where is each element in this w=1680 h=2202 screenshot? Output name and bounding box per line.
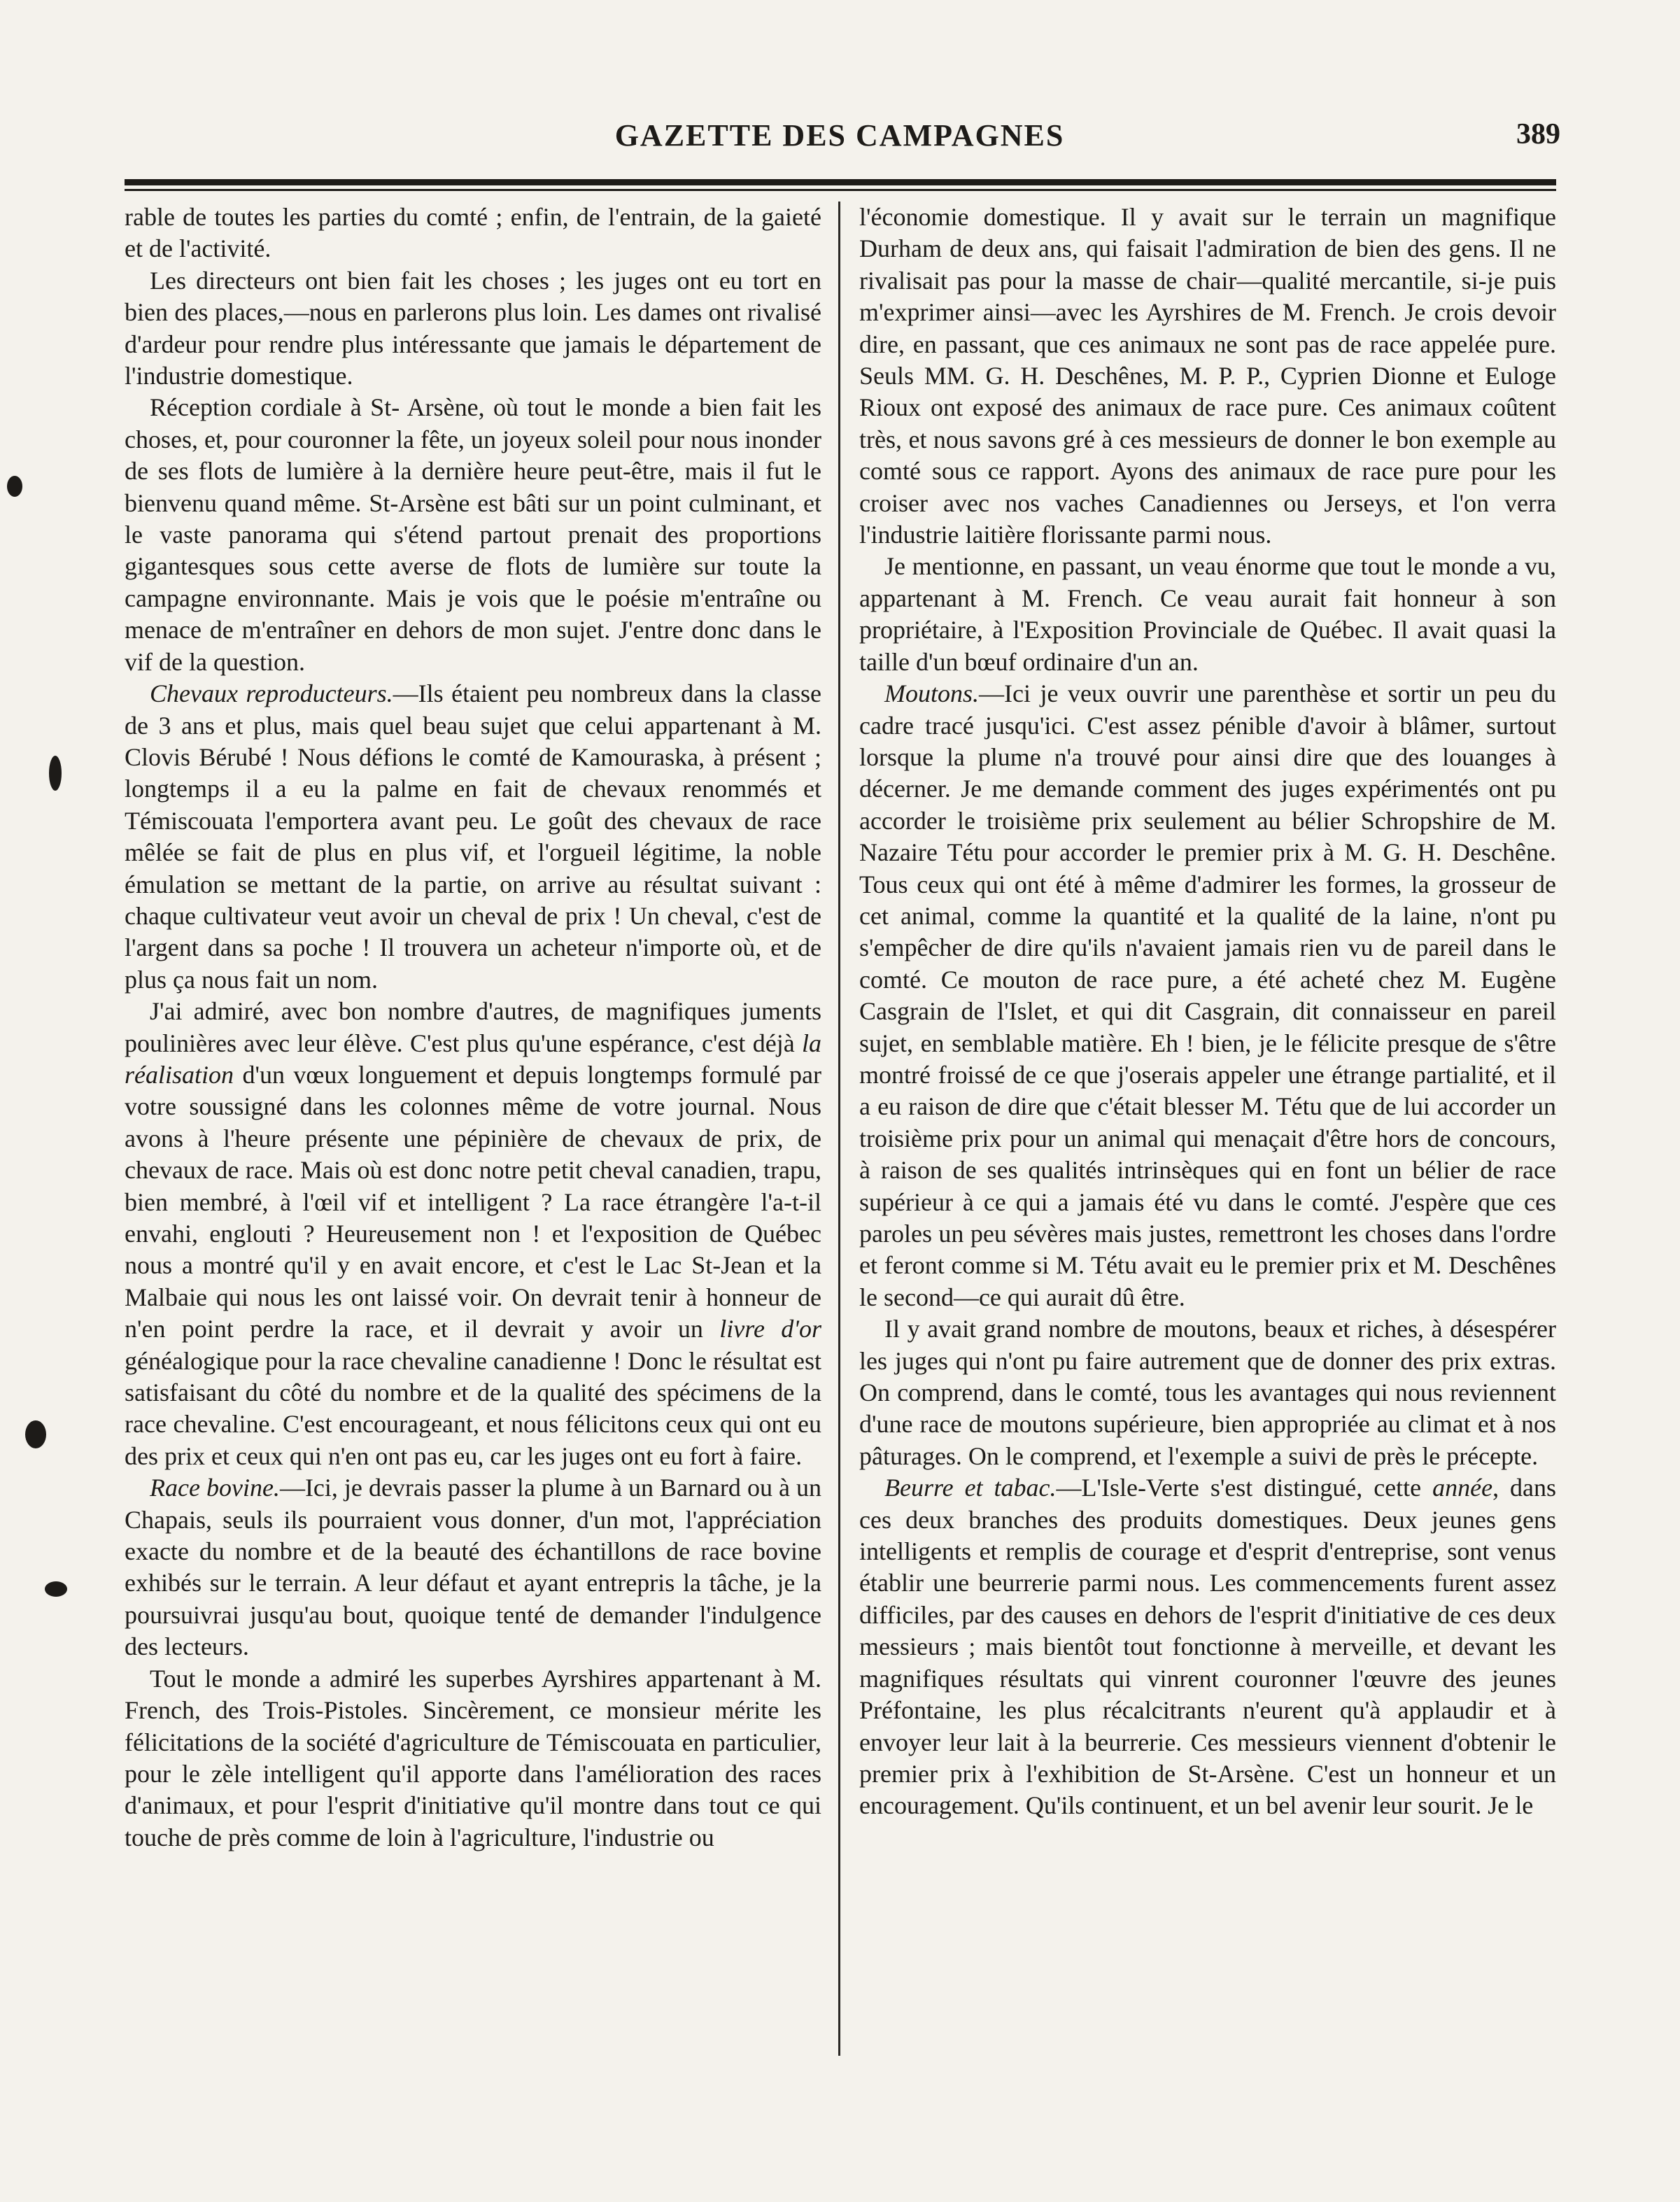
page-header <box>112 105 1567 161</box>
emphasis: la réalisation <box>125 1029 821 1089</box>
page-number: 389 <box>1516 118 1560 150</box>
paragraph-text: Réception cordiale à St- Arsène, où tout le monde a bien fait les choses, et, pour couronner la fête, un joyeux soleil pour nous inonder de ses flots de lumière à la dernière heure peut-être, mais il fut le bienvenu quand même. St-Arsène est bâti sur un point culminant, et le vaste panorama qui s'étend partout prenait des proportions gigantesques sous cette averse de flots de lumière sur toute la campagne environnante. Mais je vois que le poésie m'entraîne ou menace de m'entraîner en dehors de mon sujet. J'entre donc dans le vif de la question. <box>125 393 821 676</box>
emphasis: livre d'or <box>719 1315 821 1343</box>
paragraph-text: d'un vœux longuement et depuis longtemps formulé par votre soussigné dans les colonnes même de votre journal. Nous avons à l'heure présente une pépinière de chevaux de prix, de chevaux de race. Mais où est donc notre petit cheval canadien, trapu, bien membré, à l'œil vif et intelligent ? La race étrangère l'a-t-il envahi, englouti ? Heureusement non ! et l'exposition de Québec nous a montré qu'il y en avait encore, et c'est le Lac St-Jean et la Malbaie qui nous les ont laissé voir. On devrait tenir à honneur de n'en point perdre la race, et il devrait y avoir un <box>125 1060 821 1343</box>
paragraph <box>125 265 821 393</box>
emphasis: année <box>1432 1474 1493 1502</box>
scan-speck <box>45 1581 67 1597</box>
section-lead: Beurre et tabac. <box>884 1474 1057 1502</box>
paragraph-text: l'économie domestique. Il y avait sur le terrain un magnifique Durham de deux ans, qui faisait l'admiration de bien des gens. Il ne rivalisait pas pour la masse de chair—qualité mercantile, si-je puis m'exprimer ainsi—avec les Ayrshires de M. French. Je crois devoir dire, en passant, que ces animaux ne sont pas de race appelée pure. Seuls MM. G. H. Deschênes, M. P. P., Cyprien Dionne et Euloge Rioux ont exposé des animaux de race pure. Ces animaux coûtent très, et nous savons gré à ces messieurs de donner le bon exemple au comté sous ce rapport. Ayons des animaux de race pure pour les croiser avec nos vaches Canadiennes ou Jerseys, et l'on verra l'industrie laitière florissante parmi nous. <box>859 203 1556 549</box>
paragraph <box>125 996 821 1472</box>
scan-speck <box>7 476 22 497</box>
header-rule-thick <box>125 179 1556 185</box>
left-column <box>125 202 821 2070</box>
paragraph-text: —L'Isle-Verte s'est distingué, cette <box>1056 1474 1433 1502</box>
paragraph <box>859 678 1556 1313</box>
paragraph <box>125 392 821 678</box>
scan-speck <box>49 756 62 791</box>
paragraph <box>859 1313 1556 1472</box>
column-divider <box>838 202 840 2056</box>
text-columns <box>125 202 1556 2070</box>
section-lead: Moutons. <box>884 679 979 708</box>
paragraph-text: généalogique pour la race chevaline canadienne ! Donc le résultat est satisfaisant du côté du nombre et de la qualité des spécimens de la race chevaline. C'est encourageant, et nous félicitons ceux qui ont eu des prix et ceux qui n'en ont pas eu, car les juges ont eu fort à faire. <box>125 1346 821 1470</box>
paragraph-text: Je mentionne, en passant, un veau énorme que tout le monde a vu, appartenant à M. French. Ce veau aurait fait honneur à son propriétaire, à l'Exposition Provinciale de Québec. Il avait quasi la taille d'un bœuf ordinaire d'un an. <box>859 552 1556 676</box>
section-lead: Race bovine. <box>150 1474 280 1502</box>
paragraph <box>125 202 821 265</box>
paragraph <box>125 1663 821 1854</box>
header-rule-thin <box>125 189 1556 191</box>
paragraph-text: J'ai admiré, avec bon nombre d'autres, de magnifiques juments poulinières avec leur élève. C'est plus qu'une espérance, c'est déjà <box>125 997 821 1057</box>
paragraph-text: Tout le monde a admiré les superbes Ayrshires appartenant à M. French, des Trois-Pistoles. Sincèrement, ce monsieur mérite les félicitations de la société d'agriculture de Témiscouata en particulier, pour le zèle intelligent qu'il apporte dans l'amélioration des races d'animaux, et pour l'esprit d'initiative qu'il montre dans tout ce qui touche de près comme de loin à l'agriculture, l'industrie ou <box>125 1664 821 1851</box>
paragraph <box>125 1472 821 1663</box>
scan-speck <box>25 1420 46 1448</box>
paragraph <box>859 202 1556 551</box>
paragraph-text: —Ici, je devrais passer la plume à un Barnard ou à un Chapais, seuls ils pourraient vous donner, d'un mot, l'appréciation exacte du nombre et de la beauté des échantillons de race bovine exhibés sur le terrain. A leur défaut et ayant entrepris la tâche, je la poursuivrai jusqu'au bout, quoique tenté de demander l'indulgence des lecteurs. <box>125 1474 821 1661</box>
paragraph <box>859 551 1556 678</box>
paragraph-text: Les directeurs ont bien fait les choses ; les juges ont eu tort en bien des places,—nous en parlerons plus loin. Les dames ont rivalisé d'ardeur pour rendre plus intéressante que jamais le département de l'industrie domestique. <box>125 266 821 390</box>
paragraph-text: rable de toutes les parties du comté ; enfin, de l'entrain, de la gaieté et de l'activité. <box>125 203 821 263</box>
paragraph <box>859 1472 1556 1821</box>
paragraph-text: —Ils étaient peu nombreux dans la classe de 3 ans et plus, mais quel beau sujet que celui appartenant à M. Clovis Bérubé ! Nous défions le comté de Kamouraska, à présent ; longtemps il a eu la palme en fait de chevaux renommés et Témiscouata l'emportera avant peu. Le goût des chevaux de race mêlée se fait de plus en plus vif, et l'orgueil légitime, la noble émulation se mettant de la partie, on arrive au résultat suivant : chaque cultivateur veut avoir un cheval de prix ! Un cheval, c'est de l'argent dans sa poche ! Il trouvera un acheteur n'importe où, et de plus ça nous fait un nom. <box>125 679 821 994</box>
paragraph <box>125 678 821 996</box>
section-lead: Chevaux reproducteurs. <box>150 679 393 708</box>
paragraph-text: , dans ces deux branches des produits domestiques. Deux jeunes gens intelligents et remplis de courage et d'esprit d'entreprise, sont venus établir une beurrerie parmi nous. Les commencements furent assez difficiles, par des causes en dehors de l'esprit d'initiative de ces deux messieurs ; mais bientôt tout fonctionne à merveille, et devant les magnifiques résultats qui vinrent couronner l'œuvre des jeunes Préfontaine, les plus récalcitrants n'eurent qu'à applaudir et à envoyer leur lait à la beurrerie. Ces messieurs viennent d'obtenir le premier prix à l'exhibition de St-Arsène. C'est un honneur et un encouragement. Qu'ils continuent, et un bel avenir leur sourit. Je le <box>859 1474 1556 1820</box>
right-column <box>859 202 1556 2070</box>
running-title: GAZETTE DES CAMPAGNES <box>614 118 1065 153</box>
paragraph-text: Il y avait grand nombre de moutons, beaux et riches, à désespérer les juges qui n'ont pu faire autrement que de donner des prix extras. On comprend, dans le comté, tous les avantages qui nous reviennent d'une race de moutons supérieure, bien appropriée au climat et à nos pâturages. On le comprend, et l'exemple a suivi de près le précepte. <box>859 1315 1556 1470</box>
paragraph-text: —Ici je veux ouvrir une parenthèse et sortir un peu du cadre tracé jusqu'ici. C'est assez pénible d'avoir à blâmer, surtout lorsque la plume n'a trouvé pour ainsi dire que des louanges à décerner. Je me demande comment des juges expérimentés ont pu accorder le troisième prix seulement au bélier Schropshire de M. Nazaire Tétu pour accorder le premier prix à M. G. H. Deschêne. Tous ceux qui ont été à même d'admirer les formes, la grosseur de cet animal, comme la quantité et la qualité de la laine, n'ont pu s'empêcher de dire qu'ils n'avaient jamais rien vu de pareil dans le comté. Ce mouton de race pure, a été acheté chez M. Eugène Casgrain de l'Islet, et qui dit Casgrain, dit connaisseur en pareil sujet, en semblable matière. Eh ! bien, je le félicite presque de s'être montré froissé de ce que j'oserais appeler une étrange partialité, et il a eu raison de dire que c'était blesser M. Tétu que de lui accorder un troisième prix pour un animal qui menaçait d'être hors de concours, à raison de ses qualités intrinsèques qui en font un bélier de race supérieur à ce qui a jamais été vu dans le comté. J'espère que ces paroles un peu sévères mais justes, remettront les choses dans l'ordre et feront comme si M. Tétu avait eu le premier prix et M. Deschênes le second—ce qui aurait dû être. <box>859 679 1556 1311</box>
